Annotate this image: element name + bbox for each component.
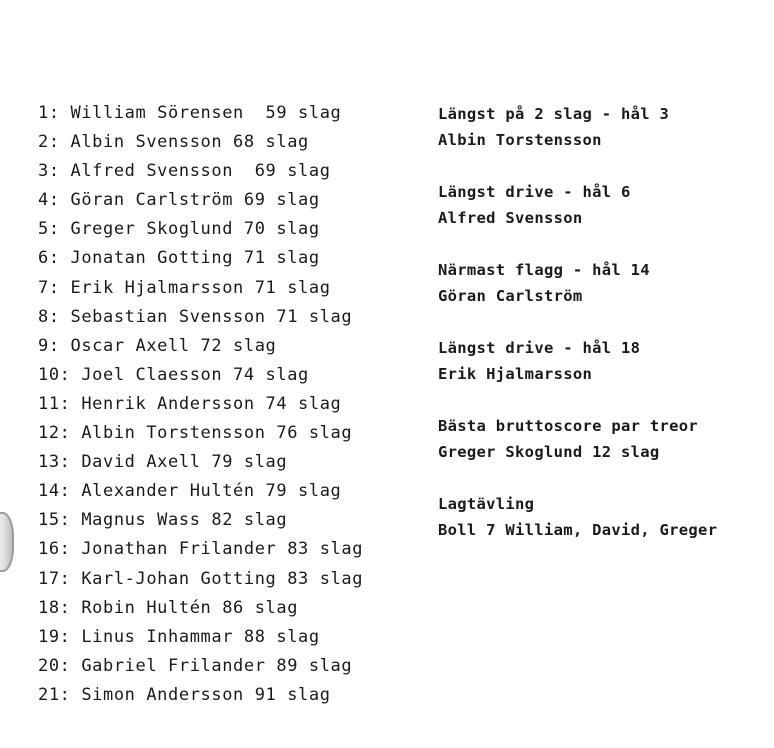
award-item (438, 101, 768, 153)
result-row: 19: Linus Inhammar 88 slag (38, 626, 320, 647)
result-row: 21: Simon Andersson 91 slag (38, 684, 331, 705)
award-item (438, 179, 768, 231)
result-row: 2: Albin Svensson 68 slag (38, 132, 309, 153)
award-item (438, 257, 768, 309)
result-row: 14: Alexander Hultén 79 slag (38, 481, 342, 502)
award-item (438, 491, 768, 543)
result-row: 18: Robin Hultén 86 slag (38, 597, 299, 618)
award-winner: Greger Skoglund 12 slag (438, 443, 660, 461)
result-row: 4: Göran Carlström 69 slag (38, 190, 320, 211)
result-row: 12: Albin Torstensson 76 slag (38, 423, 353, 444)
award-winner: Alfred Svensson (438, 209, 583, 227)
award-item (438, 335, 768, 387)
award-title: Längst drive - hål 18 (438, 339, 641, 357)
result-row: 9: Oscar Axell 72 slag (38, 335, 277, 356)
result-row: 6: Jonatan Gotting 71 slag (38, 248, 320, 269)
results-list (38, 99, 368, 710)
award-winner: Albin Torstensson (438, 131, 602, 149)
result-row: 13: David Axell 79 slag (38, 452, 288, 473)
result-row: 20: Gabriel Frilander 89 slag (38, 655, 353, 676)
awards-list (438, 101, 768, 569)
result-row: 15: Magnus Wass 82 slag (38, 510, 288, 531)
result-row: 16: Jonathan Frilander 83 slag (38, 539, 364, 560)
award-title: Närmast flagg - hål 14 (438, 261, 650, 279)
result-row: 7: Erik Hjalmarsson 71 slag (38, 277, 331, 298)
partial-image-edge (0, 512, 14, 572)
result-row: 11: Henrik Andersson 74 slag (38, 393, 342, 414)
award-title: Bästa bruttoscore par treor (438, 417, 699, 435)
result-row: 17: Karl-Johan Gotting 83 slag (38, 568, 364, 589)
award-item (438, 413, 768, 465)
award-title: Längst på 2 slag - hål 3 (438, 105, 670, 123)
result-row: 8: Sebastian Svensson 71 slag (38, 306, 353, 327)
award-winner: Göran Carlström (438, 287, 583, 305)
result-row: 3: Alfred Svensson 69 slag (38, 161, 331, 182)
award-title: Lagtävling (438, 495, 535, 513)
result-row: 1: William Sörensen 59 slag (38, 103, 342, 123)
result-row: 10: Joel Claesson 74 slag (38, 364, 309, 385)
result-row: 5: Greger Skoglund 70 slag (38, 219, 320, 240)
award-winner: Boll 7 William, David, Greger (438, 521, 718, 539)
award-title: Längst drive - hål 6 (438, 183, 631, 201)
award-winner: Erik Hjalmarsson (438, 365, 593, 383)
